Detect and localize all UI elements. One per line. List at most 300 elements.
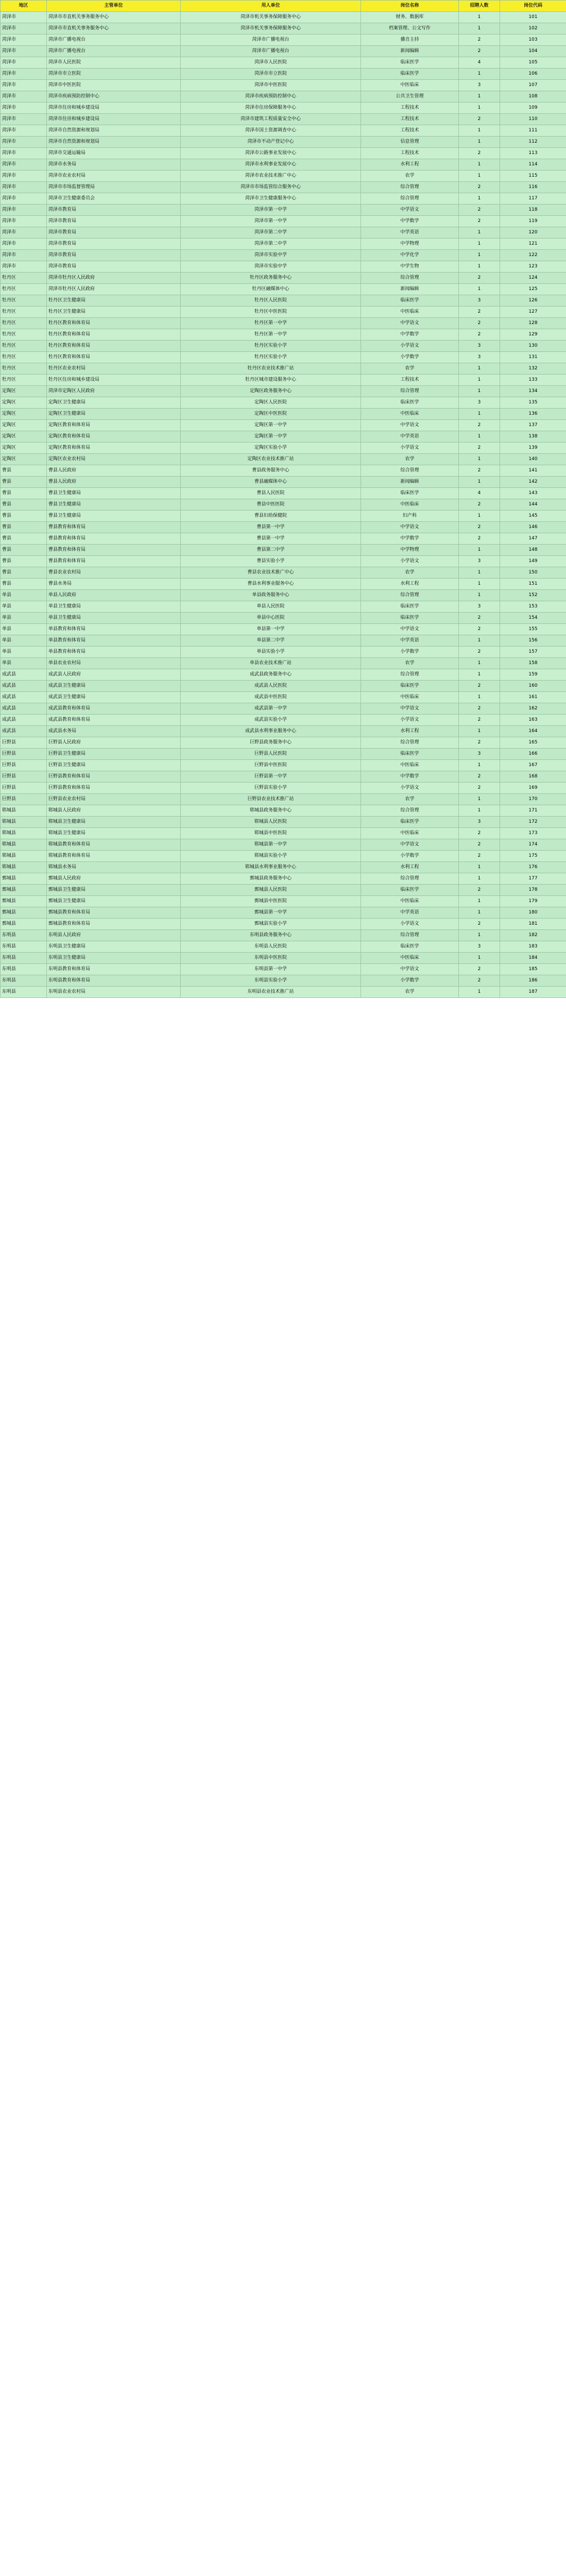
table-cell: 郓城县: [1, 839, 47, 851]
table-cell: 单县: [1, 635, 47, 647]
table-row: [1, 409, 566, 420]
table-cell: 菏泽市: [1, 261, 47, 273]
table-row: [1, 545, 566, 556]
table-cell: 东明县: [1, 930, 47, 941]
table-cell: 1: [459, 363, 500, 375]
header-cell: 岗位名称: [361, 1, 459, 12]
table-cell: 菏泽市市场监管综合服务中心: [181, 182, 361, 193]
table-cell: 巨野县: [1, 749, 47, 760]
table-cell: 1: [459, 284, 500, 295]
table-cell: 临床医学: [361, 885, 459, 896]
table-cell: 东明县: [1, 964, 47, 975]
table-row: [1, 431, 566, 443]
table-cell: 小学语文: [361, 783, 459, 794]
table-cell: 110: [500, 114, 566, 125]
table-row: [1, 749, 566, 760]
table-cell: 146: [500, 522, 566, 533]
table-cell: 牡丹区: [1, 307, 47, 318]
table-cell: 东明县: [1, 987, 47, 998]
table-cell: 菏泽市广播电视台: [181, 46, 361, 57]
table-cell: 菏泽市: [1, 103, 47, 114]
table-row: [1, 862, 566, 873]
table-cell: 115: [500, 171, 566, 182]
header-cell: 招聘人数: [459, 1, 500, 12]
table-cell: 菏泽市教育局: [47, 250, 181, 261]
table-cell: 农学: [361, 363, 459, 375]
table-cell: 123: [500, 261, 566, 273]
table-cell: 2: [459, 522, 500, 533]
table-cell: 168: [500, 771, 566, 783]
table-row: [1, 930, 566, 941]
table-cell: 2: [459, 783, 500, 794]
table-cell: 菏泽市农业农村局: [47, 171, 181, 182]
table-cell: 171: [500, 805, 566, 817]
table-cell: 单县: [1, 613, 47, 624]
table-cell: 菏泽市疾病预防控制中心: [47, 91, 181, 103]
table-cell: 1: [459, 567, 500, 579]
table-cell: 2: [459, 148, 500, 159]
table-cell: 中医临床: [361, 896, 459, 907]
table-row: [1, 522, 566, 533]
table-cell: 1: [459, 431, 500, 443]
table-cell: 定陶区农业技术推广站: [181, 454, 361, 465]
table-cell: 菏泽市市立医院: [47, 69, 181, 80]
table-cell: 牡丹区实验小学: [181, 352, 361, 363]
table-cell: 2: [459, 182, 500, 193]
table-cell: 综合管理: [361, 873, 459, 885]
table-row: [1, 647, 566, 658]
table-cell: 曹县: [1, 511, 47, 522]
recruitment-table: [0, 0, 566, 998]
table-row: [1, 873, 566, 885]
table-cell: 中学化学: [361, 250, 459, 261]
table-cell: 137: [500, 420, 566, 431]
table-cell: 定陶区农业农村局: [47, 454, 181, 465]
table-row: [1, 953, 566, 964]
table-cell: 140: [500, 454, 566, 465]
table-cell: 菏泽市: [1, 80, 47, 91]
table-cell: 142: [500, 477, 566, 488]
table-cell: 小学语文: [361, 443, 459, 454]
table-cell: 曹县融媒体中心: [181, 477, 361, 488]
table-cell: 菏泽市教育局: [47, 261, 181, 273]
table-cell: 1: [459, 454, 500, 465]
table-cell: 菏泽市自然资源和规划局: [47, 125, 181, 137]
table-cell: 159: [500, 669, 566, 681]
table-cell: 郓城县水利事业服务中心: [181, 862, 361, 873]
table-cell: 曹县水务局: [47, 579, 181, 590]
table-cell: 成武县实验小学: [181, 715, 361, 726]
table-cell: 156: [500, 635, 566, 647]
table-row: [1, 885, 566, 896]
table-cell: 1: [459, 91, 500, 103]
table-row: [1, 46, 566, 57]
table-cell: 4: [459, 488, 500, 499]
table-cell: 1: [459, 669, 500, 681]
table-row: [1, 760, 566, 771]
table-cell: 2: [459, 851, 500, 862]
table-cell: 153: [500, 601, 566, 613]
table-cell: 鄄城县: [1, 907, 47, 919]
table-cell: 菏泽市: [1, 171, 47, 182]
table-cell: 东明县卫生健康局: [47, 953, 181, 964]
table-cell: 菏泽市人民医院: [47, 57, 181, 69]
table-row: [1, 216, 566, 227]
table-cell: 成武县教育和体育局: [47, 715, 181, 726]
table-cell: 菏泽市公路事业发展中心: [181, 148, 361, 159]
table-cell: 152: [500, 590, 566, 601]
table-cell: 1: [459, 261, 500, 273]
table-cell: 2: [459, 681, 500, 692]
table-row: [1, 533, 566, 545]
table-cell: 东明县实验小学: [181, 975, 361, 987]
table-cell: 曹县第一中学: [181, 522, 361, 533]
table-cell: 149: [500, 556, 566, 567]
table-cell: 小学语文: [361, 715, 459, 726]
table-cell: 162: [500, 703, 566, 715]
table-cell: 巨野县教育和体育局: [47, 771, 181, 783]
table-row: [1, 477, 566, 488]
table-row: [1, 443, 566, 454]
table-row: [1, 171, 566, 182]
table-cell: 巨野县: [1, 783, 47, 794]
table-cell: 133: [500, 375, 566, 386]
table-cell: 小学语文: [361, 341, 459, 352]
table-cell: 菏泽市市立医院: [181, 69, 361, 80]
table-cell: 139: [500, 443, 566, 454]
table-cell: 1: [459, 12, 500, 23]
table-cell: 菏泽市国土资源调查中心: [181, 125, 361, 137]
table-cell: 临床医学: [361, 295, 459, 307]
table-cell: 临床医学: [361, 941, 459, 953]
table-row: [1, 987, 566, 998]
table-cell: 166: [500, 749, 566, 760]
table-cell: 菏泽市: [1, 182, 47, 193]
table-cell: 2: [459, 703, 500, 715]
table-cell: 菏泽市: [1, 216, 47, 227]
table-cell: 定陶区卫生健康局: [47, 409, 181, 420]
table-cell: 中学数学: [361, 533, 459, 545]
table-cell: 定陶区中医医院: [181, 409, 361, 420]
table-cell: 定陶区第一中学: [181, 431, 361, 443]
table-row: [1, 284, 566, 295]
table-cell: 菏泽市广播电视台: [47, 46, 181, 57]
table-cell: 150: [500, 567, 566, 579]
table-cell: 郓城县中医医院: [181, 828, 361, 839]
table-cell: 临床医学: [361, 613, 459, 624]
table-cell: 菏泽市教育局: [47, 205, 181, 216]
table-cell: 2: [459, 624, 500, 635]
table-cell: 中学英语: [361, 635, 459, 647]
table-cell: 东明县: [1, 975, 47, 987]
table-row: [1, 205, 566, 216]
table-cell: 曹县农业农村局: [47, 567, 181, 579]
table-cell: 综合管理: [361, 193, 459, 205]
table-row: [1, 137, 566, 148]
table-cell: 曹县妇幼保健院: [181, 511, 361, 522]
table-cell: 郓城县: [1, 862, 47, 873]
table-cell: 中医临床: [361, 80, 459, 91]
table-cell: 小学数学: [361, 352, 459, 363]
table-cell: 1: [459, 409, 500, 420]
table-cell: 农学: [361, 454, 459, 465]
table-cell: 2: [459, 216, 500, 227]
table-row: [1, 737, 566, 749]
table-cell: 小学数学: [361, 975, 459, 987]
table-cell: 单县政务服务中心: [181, 590, 361, 601]
table-cell: 中医临床: [361, 953, 459, 964]
table-cell: 郓城县实验小学: [181, 851, 361, 862]
table-row: [1, 125, 566, 137]
table-cell: 单县教育和体育局: [47, 635, 181, 647]
table-cell: 牡丹区: [1, 341, 47, 352]
table-cell: 临床医学: [361, 488, 459, 499]
table-cell: 菏泽市水利事业发展中心: [181, 159, 361, 171]
table-cell: 114: [500, 159, 566, 171]
table-cell: 1: [459, 545, 500, 556]
table-cell: 巨野县卫生健康局: [47, 749, 181, 760]
table-cell: 小学语文: [361, 919, 459, 930]
table-cell: 2: [459, 715, 500, 726]
table-body: [1, 12, 566, 998]
table-cell: 2: [459, 771, 500, 783]
table-cell: 综合管理: [361, 465, 459, 477]
table-cell: 157: [500, 647, 566, 658]
table-cell: 中学英语: [361, 431, 459, 443]
table-cell: 菏泽市卫生健康委员会: [47, 193, 181, 205]
table-row: [1, 454, 566, 465]
table-cell: 2: [459, 885, 500, 896]
table-cell: 巨野县: [1, 794, 47, 805]
table-cell: 东明县中医医院: [181, 953, 361, 964]
table-cell: 中学语文: [361, 839, 459, 851]
table-cell: 小学数学: [361, 647, 459, 658]
table-cell: 牡丹区第一中学: [181, 318, 361, 329]
table-cell: 定陶区: [1, 409, 47, 420]
table-row: [1, 375, 566, 386]
table-cell: 178: [500, 885, 566, 896]
table-cell: 145: [500, 511, 566, 522]
table-cell: 新闻编辑: [361, 477, 459, 488]
table-cell: 菏泽市住房保障服务中心: [181, 103, 361, 114]
table-row: [1, 193, 566, 205]
table-cell: 单县中心医院: [181, 613, 361, 624]
table-cell: 中学语文: [361, 624, 459, 635]
table-cell: 158: [500, 658, 566, 669]
table-cell: 菏泽市实验中学: [181, 250, 361, 261]
table-row: [1, 465, 566, 477]
table-cell: 牡丹区教育和体育局: [47, 352, 181, 363]
table-cell: 曹县人民政府: [47, 465, 181, 477]
table-cell: 牡丹区教育和体育局: [47, 341, 181, 352]
table-cell: 菏泽市自然资源和规划局: [47, 137, 181, 148]
table-cell: 曹县人民政府: [47, 477, 181, 488]
table-cell: 巨野县农业技术推广站: [181, 794, 361, 805]
table-cell: 牡丹区: [1, 273, 47, 284]
table-cell: 牡丹区: [1, 375, 47, 386]
table-cell: 鄄城县卫生健康局: [47, 896, 181, 907]
table-cell: 东明县教育和体育局: [47, 975, 181, 987]
table-cell: 菏泽市疾病预防控制中心: [181, 91, 361, 103]
table-cell: 1: [459, 23, 500, 35]
table-cell: 工程技术: [361, 103, 459, 114]
table-cell: 菏泽市: [1, 23, 47, 35]
table-cell: 174: [500, 839, 566, 851]
table-cell: 鄄城县: [1, 885, 47, 896]
table-cell: 单县第一中学: [181, 624, 361, 635]
table-row: [1, 397, 566, 409]
table-cell: 成武县: [1, 715, 47, 726]
table-cell: 东明县人民政府: [47, 930, 181, 941]
table-cell: 中医临床: [361, 307, 459, 318]
table-cell: 财务、数据库: [361, 12, 459, 23]
table-row: [1, 352, 566, 363]
table-row: [1, 907, 566, 919]
table-cell: 144: [500, 499, 566, 511]
table-cell: 菏泽市: [1, 148, 47, 159]
table-cell: 菏泽市: [1, 227, 47, 239]
table-cell: 1: [459, 103, 500, 114]
table-cell: 郓城县第一中学: [181, 839, 361, 851]
table-cell: 132: [500, 363, 566, 375]
table-cell: 菏泽市住房和城乡建设局: [47, 114, 181, 125]
table-cell: 牡丹区实验小学: [181, 341, 361, 352]
table-cell: 3: [459, 341, 500, 352]
header-cell: 岗位代码: [500, 1, 566, 12]
table-cell: 中学物理: [361, 239, 459, 250]
table-cell: 1: [459, 930, 500, 941]
table-cell: 181: [500, 919, 566, 930]
table-cell: 118: [500, 205, 566, 216]
header-cell: 地区: [1, 1, 47, 12]
table-cell: 鄄城县: [1, 873, 47, 885]
table-cell: 102: [500, 23, 566, 35]
table-cell: 151: [500, 579, 566, 590]
table-cell: 曹县: [1, 567, 47, 579]
table-cell: 牡丹区: [1, 329, 47, 341]
table-row: [1, 771, 566, 783]
table-row: [1, 613, 566, 624]
table-cell: 成武县水利事业服务中心: [181, 726, 361, 737]
table-cell: 鄄城县: [1, 919, 47, 930]
table-cell: 176: [500, 862, 566, 873]
table-cell: 135: [500, 397, 566, 409]
table-cell: 妇产科: [361, 511, 459, 522]
table-row: [1, 499, 566, 511]
table-cell: 2: [459, 307, 500, 318]
table-cell: 177: [500, 873, 566, 885]
table-row: [1, 794, 566, 805]
table-row: [1, 159, 566, 171]
table-row: [1, 567, 566, 579]
table-cell: 牡丹区中医医院: [181, 307, 361, 318]
table-cell: 曹县政务服务中心: [181, 465, 361, 477]
table-row: [1, 318, 566, 329]
table-cell: 2: [459, 613, 500, 624]
table-cell: 定陶区: [1, 454, 47, 465]
table-row: [1, 658, 566, 669]
table-cell: 187: [500, 987, 566, 998]
table-cell: 成武县卫生健康局: [47, 681, 181, 692]
table-cell: 鄄城县实验小学: [181, 919, 361, 930]
table-cell: 工程技术: [361, 148, 459, 159]
table-cell: 中学数学: [361, 216, 459, 227]
table-cell: 127: [500, 307, 566, 318]
table-cell: 水利工程: [361, 726, 459, 737]
table-cell: 菏泽市实验中学: [181, 261, 361, 273]
table-cell: 170: [500, 794, 566, 805]
table-cell: 鄄城县教育和体育局: [47, 907, 181, 919]
table-cell: 2: [459, 46, 500, 57]
table-cell: 129: [500, 329, 566, 341]
table-cell: 119: [500, 216, 566, 227]
table-cell: 菏泽市市直机关事务服务中心: [47, 23, 181, 35]
table-cell: 126: [500, 295, 566, 307]
table-cell: 综合管理: [361, 273, 459, 284]
table-row: [1, 715, 566, 726]
table-cell: 1: [459, 171, 500, 182]
table-cell: 东明县农业技术推广站: [181, 987, 361, 998]
table-cell: 鄄城县政务服务中心: [181, 873, 361, 885]
table-cell: 东明县人民医院: [181, 941, 361, 953]
table-row: [1, 896, 566, 907]
table-row: [1, 227, 566, 239]
table-cell: 175: [500, 851, 566, 862]
table-cell: 中学语文: [361, 420, 459, 431]
table-cell: 曹县人民医院: [181, 488, 361, 499]
table-cell: 曹县卫生健康局: [47, 499, 181, 511]
table-cell: 中学语文: [361, 522, 459, 533]
header-cell: 用人单位: [181, 1, 361, 12]
table-cell: 菏泽市: [1, 46, 47, 57]
table-cell: 成武县: [1, 703, 47, 715]
table-cell: 2: [459, 443, 500, 454]
table-cell: 136: [500, 409, 566, 420]
table-cell: 107: [500, 80, 566, 91]
table-row: [1, 919, 566, 930]
table-row: [1, 261, 566, 273]
table-cell: 牡丹区卫生健康局: [47, 295, 181, 307]
table-cell: 牡丹区: [1, 352, 47, 363]
table-cell: 中学数学: [361, 329, 459, 341]
table-cell: 巨野县政务服务中心: [181, 737, 361, 749]
table-cell: 147: [500, 533, 566, 545]
table-cell: 2: [459, 533, 500, 545]
table-cell: 巨野县人民医院: [181, 749, 361, 760]
table-cell: 巨野县: [1, 737, 47, 749]
table-row: [1, 590, 566, 601]
table-row: [1, 250, 566, 261]
table-cell: 138: [500, 431, 566, 443]
table-cell: 180: [500, 907, 566, 919]
table-cell: 定陶区实验小学: [181, 443, 361, 454]
table-cell: 2: [459, 114, 500, 125]
table-row: [1, 964, 566, 975]
table-cell: 牡丹区: [1, 284, 47, 295]
table-cell: 1: [459, 987, 500, 998]
table-cell: 郓城县卫生健康局: [47, 817, 181, 828]
table-cell: 1: [459, 658, 500, 669]
table-cell: 东明县教育和体育局: [47, 964, 181, 975]
table-row: [1, 817, 566, 828]
table-cell: 鄄城县人民政府: [47, 873, 181, 885]
table-cell: 曹县卫生健康局: [47, 511, 181, 522]
table-cell: 172: [500, 817, 566, 828]
table-cell: 中学语文: [361, 964, 459, 975]
table-cell: 定陶区政务服务中心: [181, 386, 361, 397]
table-cell: 牡丹区住房和城乡建设局: [47, 375, 181, 386]
table-cell: 120: [500, 227, 566, 239]
